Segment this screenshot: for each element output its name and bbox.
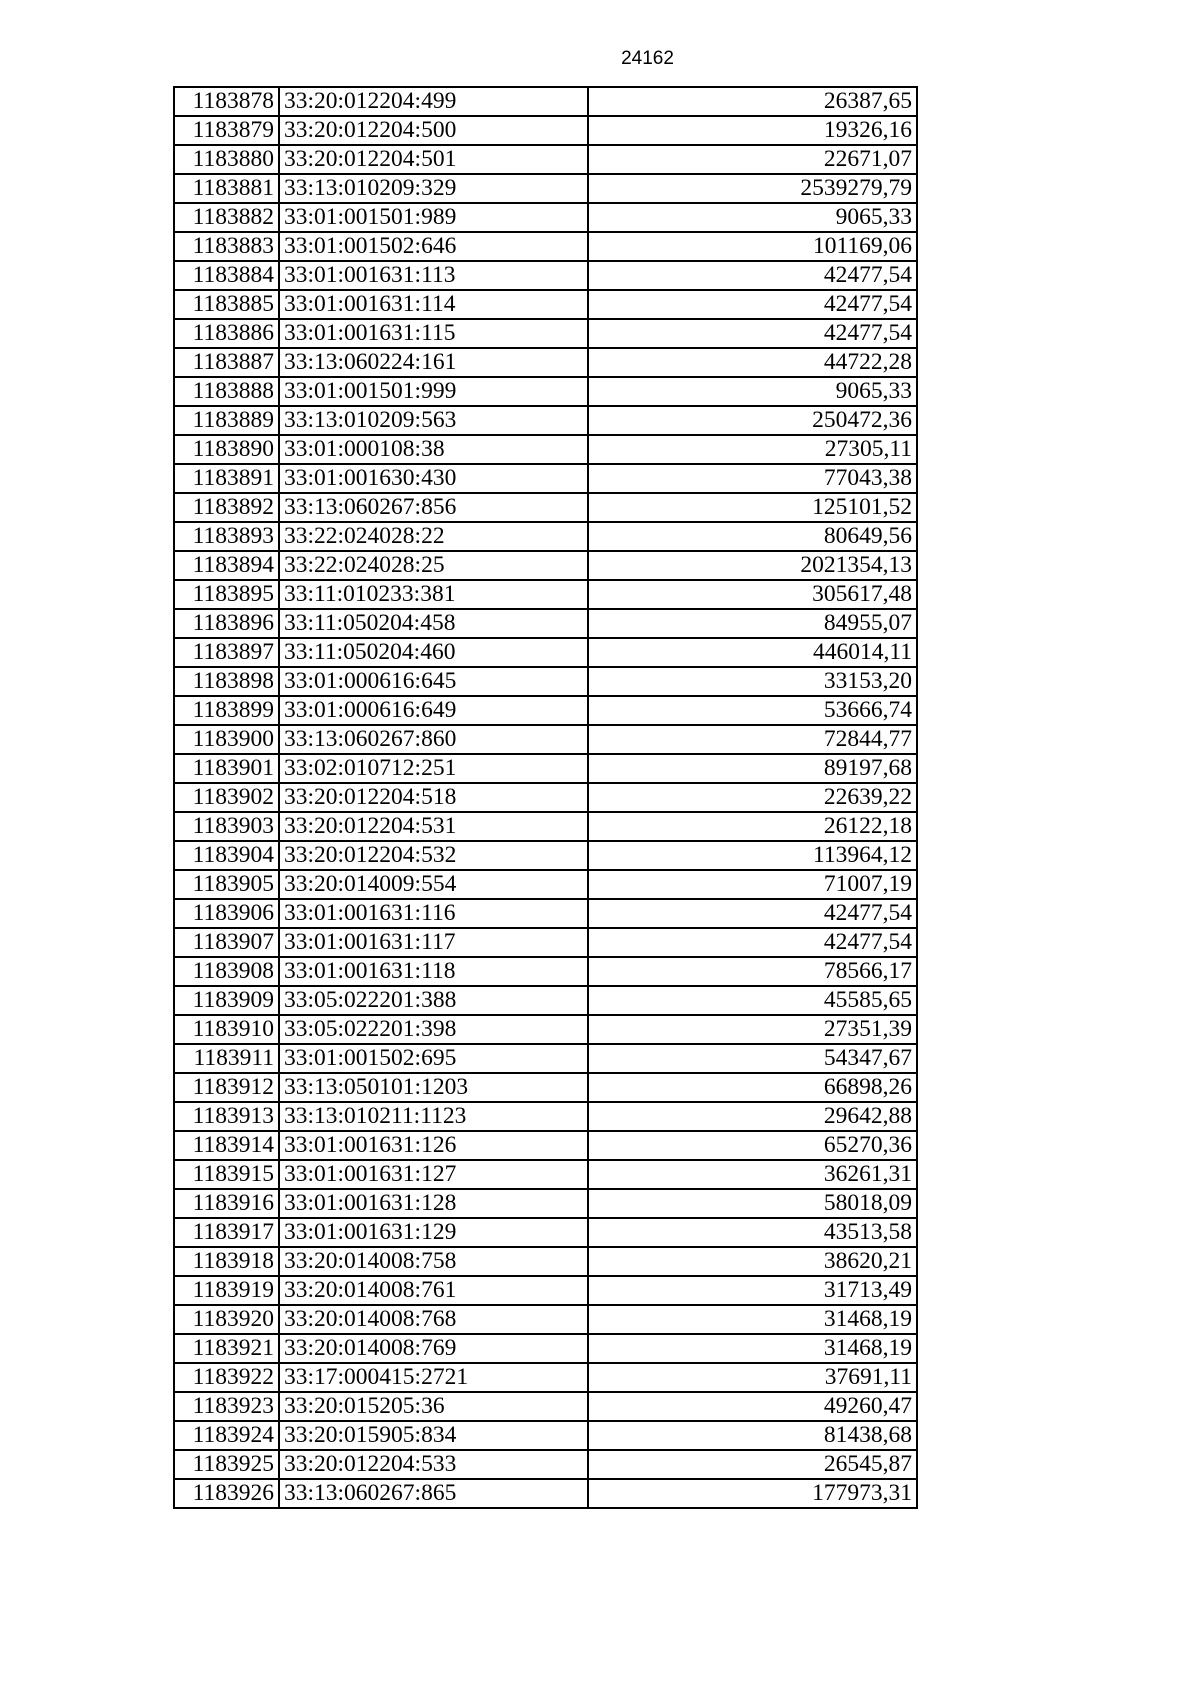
value-cell: 58018,09 [588, 1189, 917, 1218]
row-id-cell: 1183924 [174, 1421, 279, 1450]
row-id-cell: 1183890 [174, 435, 279, 464]
value-cell: 26122,18 [588, 812, 917, 841]
row-id-cell: 1183901 [174, 754, 279, 783]
table-row [174, 1392, 917, 1421]
cadastral-number-cell: 33:13:010209:329 [279, 174, 588, 203]
table-row [174, 1073, 917, 1102]
cadastral-number-cell: 33:20:014008:761 [279, 1276, 588, 1305]
row-id-cell: 1183895 [174, 580, 279, 609]
value-cell: 81438,68 [588, 1421, 917, 1450]
table-row [174, 522, 917, 551]
value-cell: 37691,11 [588, 1363, 917, 1392]
table-row [174, 696, 917, 725]
cadastral-number-cell: 33:20:015205:36 [279, 1392, 588, 1421]
table-row [174, 232, 917, 261]
value-cell: 22671,07 [588, 145, 917, 174]
cadastral-number-cell: 33:01:001631:114 [279, 290, 588, 319]
table-row [174, 667, 917, 696]
cadastral-number-cell: 33:01:000616:645 [279, 667, 588, 696]
value-cell: 29642,88 [588, 1102, 917, 1131]
row-id-cell: 1183892 [174, 493, 279, 522]
row-id-cell: 1183911 [174, 1044, 279, 1073]
row-id-cell: 1183904 [174, 841, 279, 870]
row-id-cell: 1183916 [174, 1189, 279, 1218]
cadastral-number-cell: 33:05:022201:398 [279, 1015, 588, 1044]
table-row [174, 406, 917, 435]
row-id-cell: 1183882 [174, 203, 279, 232]
table-row [174, 348, 917, 377]
value-cell: 89197,68 [588, 754, 917, 783]
cadastral-number-cell: 33:20:012204:518 [279, 783, 588, 812]
row-id-cell: 1183908 [174, 957, 279, 986]
cadastral-number-cell: 33:13:060224:161 [279, 348, 588, 377]
cadastral-number-cell: 33:01:001631:129 [279, 1218, 588, 1247]
value-cell: 446014,11 [588, 638, 917, 667]
table-row [174, 116, 917, 145]
value-cell: 22639,22 [588, 783, 917, 812]
value-cell: 101169,06 [588, 232, 917, 261]
value-cell: 45585,65 [588, 986, 917, 1015]
cadastral-number-cell: 33:01:001631:116 [279, 899, 588, 928]
value-cell: 65270,36 [588, 1131, 917, 1160]
row-id-cell: 1183921 [174, 1334, 279, 1363]
value-cell: 84955,07 [588, 609, 917, 638]
cadastral-number-cell: 33:20:014008:758 [279, 1247, 588, 1276]
row-id-cell: 1183917 [174, 1218, 279, 1247]
table-row [174, 957, 917, 986]
row-id-cell: 1183918 [174, 1247, 279, 1276]
value-cell: 49260,47 [588, 1392, 917, 1421]
cadastral-number-cell: 33:20:014008:768 [279, 1305, 588, 1334]
cadastral-number-cell: 33:01:001631:126 [279, 1131, 588, 1160]
cadastral-number-cell: 33:01:001631:113 [279, 261, 588, 290]
row-id-cell: 1183886 [174, 319, 279, 348]
cadastral-number-cell: 33:01:000108:38 [279, 435, 588, 464]
cadastral-number-cell: 33:20:012204:533 [279, 1450, 588, 1479]
table-row [174, 1015, 917, 1044]
cadastral-number-cell: 33:20:015905:834 [279, 1421, 588, 1450]
row-id-cell: 1183909 [174, 986, 279, 1015]
value-cell: 77043,38 [588, 464, 917, 493]
value-cell: 305617,48 [588, 580, 917, 609]
row-id-cell: 1183905 [174, 870, 279, 899]
row-id-cell: 1183915 [174, 1160, 279, 1189]
row-id-cell: 1183913 [174, 1102, 279, 1131]
cadastral-number-cell: 33:01:001501:999 [279, 377, 588, 406]
table-row [174, 725, 917, 754]
table-row [174, 1131, 917, 1160]
row-id-cell: 1183887 [174, 348, 279, 377]
table-row [174, 580, 917, 609]
cadastral-number-cell: 33:17:000415:2721 [279, 1363, 588, 1392]
table-row [174, 638, 917, 667]
table-row [174, 493, 917, 522]
value-cell: 26387,65 [588, 87, 917, 116]
value-cell: 42477,54 [588, 319, 917, 348]
cadastral-number-cell: 33:01:001502:695 [279, 1044, 588, 1073]
value-cell: 72844,77 [588, 725, 917, 754]
table-row [174, 435, 917, 464]
value-cell: 31713,49 [588, 1276, 917, 1305]
cadastral-number-cell: 33:01:001502:646 [279, 232, 588, 261]
cadastral-number-cell: 33:01:000616:649 [279, 696, 588, 725]
value-cell: 44722,28 [588, 348, 917, 377]
cadastral-number-cell: 33:13:060267:860 [279, 725, 588, 754]
table-row [174, 870, 917, 899]
row-id-cell: 1183891 [174, 464, 279, 493]
cadastral-number-cell: 33:01:001631:115 [279, 319, 588, 348]
table-row [174, 1305, 917, 1334]
row-id-cell: 1183898 [174, 667, 279, 696]
row-id-cell: 1183902 [174, 783, 279, 812]
table-row [174, 783, 917, 812]
table-row [174, 1247, 917, 1276]
value-cell: 54347,67 [588, 1044, 917, 1073]
row-id-cell: 1183922 [174, 1363, 279, 1392]
table-row [174, 1189, 917, 1218]
value-cell: 27351,39 [588, 1015, 917, 1044]
cadastral-number-cell: 33:20:012204:532 [279, 841, 588, 870]
value-cell: 38620,21 [588, 1247, 917, 1276]
row-id-cell: 1183878 [174, 87, 279, 116]
table-row [174, 928, 917, 957]
row-id-cell: 1183896 [174, 609, 279, 638]
row-id-cell: 1183897 [174, 638, 279, 667]
table-row [174, 1102, 917, 1131]
table-row [174, 319, 917, 348]
cadastral-number-cell: 33:01:001501:989 [279, 203, 588, 232]
row-id-cell: 1183888 [174, 377, 279, 406]
row-id-cell: 1183900 [174, 725, 279, 754]
table-row [174, 290, 917, 319]
table-row [174, 841, 917, 870]
row-id-cell: 1183907 [174, 928, 279, 957]
row-id-cell: 1183894 [174, 551, 279, 580]
cadastral-number-cell: 33:13:010211:1123 [279, 1102, 588, 1131]
registry-table [173, 86, 918, 1509]
registry-table-body [174, 87, 917, 1508]
row-id-cell: 1183912 [174, 1073, 279, 1102]
row-id-cell: 1183880 [174, 145, 279, 174]
value-cell: 42477,54 [588, 290, 917, 319]
value-cell: 53666,74 [588, 696, 917, 725]
table-row [174, 87, 917, 116]
cadastral-number-cell: 33:20:014008:769 [279, 1334, 588, 1363]
value-cell: 2021354,13 [588, 551, 917, 580]
row-id-cell: 1183893 [174, 522, 279, 551]
row-id-cell: 1183884 [174, 261, 279, 290]
cadastral-number-cell: 33:22:024028:25 [279, 551, 588, 580]
row-id-cell: 1183889 [174, 406, 279, 435]
value-cell: 250472,36 [588, 406, 917, 435]
table-row [174, 1276, 917, 1305]
cadastral-number-cell: 33:11:050204:460 [279, 638, 588, 667]
row-id-cell: 1183914 [174, 1131, 279, 1160]
value-cell: 42477,54 [588, 261, 917, 290]
value-cell: 42477,54 [588, 899, 917, 928]
row-id-cell: 1183883 [174, 232, 279, 261]
value-cell: 27305,11 [588, 435, 917, 464]
value-cell: 26545,87 [588, 1450, 917, 1479]
value-cell: 36261,31 [588, 1160, 917, 1189]
cadastral-number-cell: 33:20:014009:554 [279, 870, 588, 899]
cadastral-number-cell: 33:20:012204:499 [279, 87, 588, 116]
value-cell: 71007,19 [588, 870, 917, 899]
cadastral-number-cell: 33:22:024028:22 [279, 522, 588, 551]
cadastral-number-cell: 33:20:012204:531 [279, 812, 588, 841]
row-id-cell: 1183899 [174, 696, 279, 725]
table-row [174, 1450, 917, 1479]
row-id-cell: 1183881 [174, 174, 279, 203]
table-row [174, 174, 917, 203]
table-row [174, 609, 917, 638]
value-cell: 33153,20 [588, 667, 917, 696]
value-cell: 80649,56 [588, 522, 917, 551]
table-row [174, 899, 917, 928]
value-cell: 2539279,79 [588, 174, 917, 203]
row-id-cell: 1183925 [174, 1450, 279, 1479]
table-row [174, 1363, 917, 1392]
cadastral-number-cell: 33:20:012204:501 [279, 145, 588, 174]
table-row [174, 812, 917, 841]
row-id-cell: 1183926 [174, 1479, 279, 1508]
value-cell: 31468,19 [588, 1305, 917, 1334]
cadastral-number-cell: 33:13:060267:856 [279, 493, 588, 522]
value-cell: 43513,58 [588, 1218, 917, 1247]
row-id-cell: 1183919 [174, 1276, 279, 1305]
row-id-cell: 1183910 [174, 1015, 279, 1044]
table-row [174, 203, 917, 232]
table-row [174, 1479, 917, 1508]
table-row [174, 377, 917, 406]
table-row [174, 145, 917, 174]
cadastral-number-cell: 33:01:001631:128 [279, 1189, 588, 1218]
row-id-cell: 1183906 [174, 899, 279, 928]
row-id-cell: 1183885 [174, 290, 279, 319]
row-id-cell: 1183920 [174, 1305, 279, 1334]
value-cell: 9065,33 [588, 377, 917, 406]
page-number: 24162 [621, 48, 674, 69]
cadastral-number-cell: 33:02:010712:251 [279, 754, 588, 783]
cadastral-number-cell: 33:11:050204:458 [279, 609, 588, 638]
table-row [174, 1044, 917, 1073]
row-id-cell: 1183923 [174, 1392, 279, 1421]
row-id-cell: 1183879 [174, 116, 279, 145]
cadastral-number-cell: 33:11:010233:381 [279, 580, 588, 609]
cadastral-number-cell: 33:01:001631:117 [279, 928, 588, 957]
table-row [174, 1421, 917, 1450]
value-cell: 177973,31 [588, 1479, 917, 1508]
value-cell: 19326,16 [588, 116, 917, 145]
row-id-cell: 1183903 [174, 812, 279, 841]
table-row [174, 464, 917, 493]
value-cell: 66898,26 [588, 1073, 917, 1102]
table-row [174, 1160, 917, 1189]
value-cell: 125101,52 [588, 493, 917, 522]
table-row [174, 1218, 917, 1247]
cadastral-number-cell: 33:01:001630:430 [279, 464, 588, 493]
value-cell: 78566,17 [588, 957, 917, 986]
table-row [174, 551, 917, 580]
cadastral-number-cell: 33:05:022201:388 [279, 986, 588, 1015]
cadastral-number-cell: 33:13:050101:1203 [279, 1073, 588, 1102]
table-row [174, 1334, 917, 1363]
table-row [174, 261, 917, 290]
table-row [174, 986, 917, 1015]
value-cell: 9065,33 [588, 203, 917, 232]
cadastral-number-cell: 33:01:001631:118 [279, 957, 588, 986]
value-cell: 42477,54 [588, 928, 917, 957]
cadastral-number-cell: 33:20:012204:500 [279, 116, 588, 145]
value-cell: 113964,12 [588, 841, 917, 870]
cadastral-number-cell: 33:01:001631:127 [279, 1160, 588, 1189]
table-row [174, 754, 917, 783]
cadastral-number-cell: 33:13:060267:865 [279, 1479, 588, 1508]
value-cell: 31468,19 [588, 1334, 917, 1363]
cadastral-number-cell: 33:13:010209:563 [279, 406, 588, 435]
